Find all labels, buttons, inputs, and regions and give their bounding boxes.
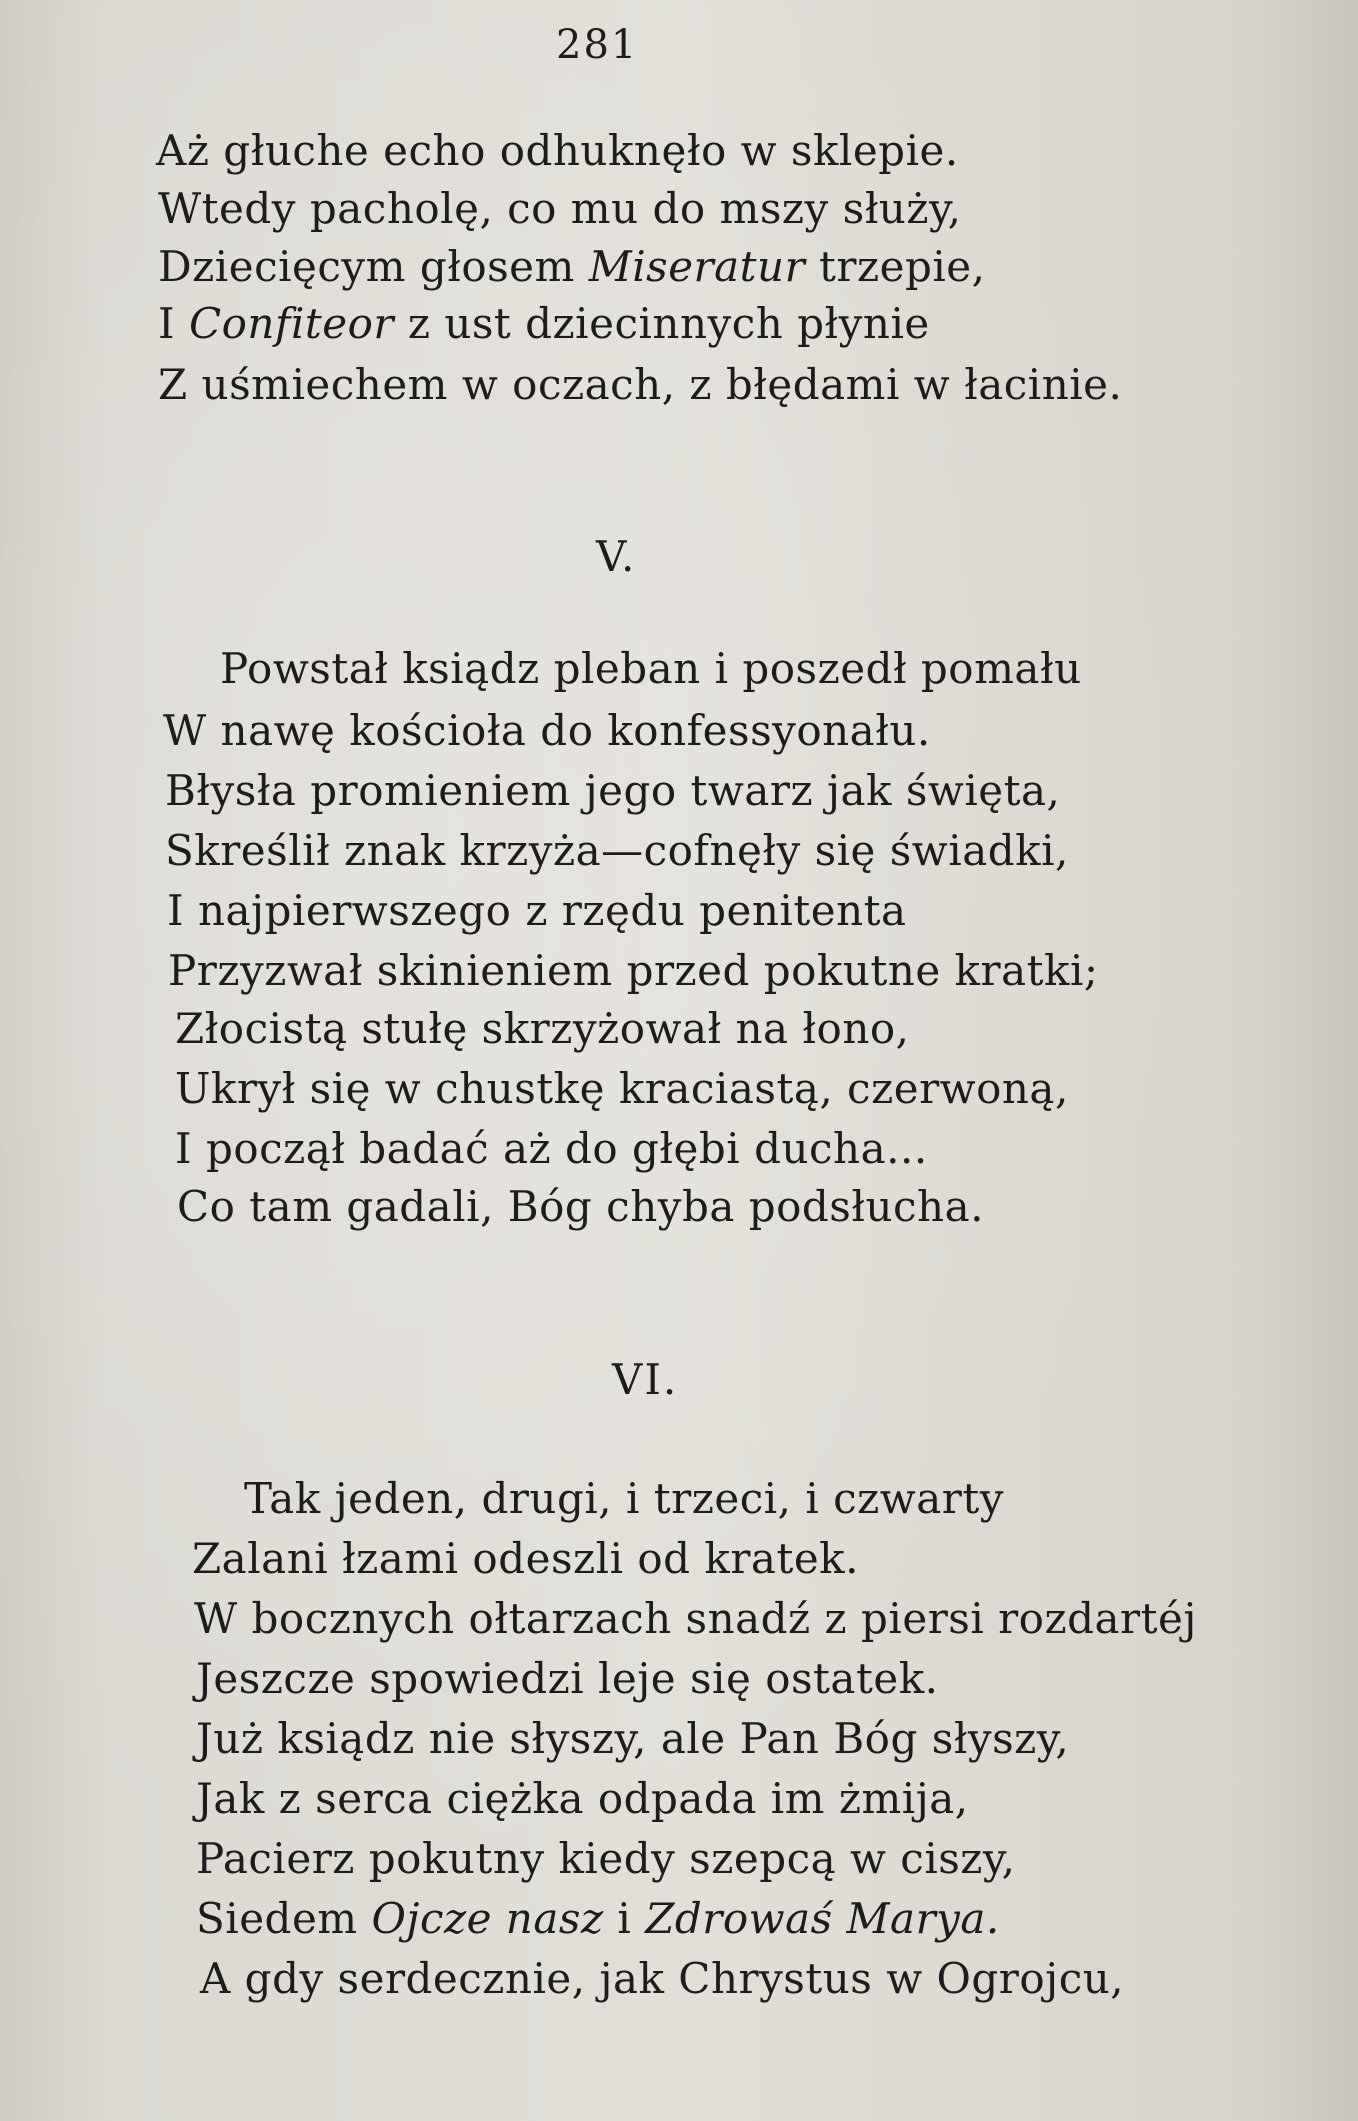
stanza-top-line-1 [156, 126, 959, 175]
line-text: Tak jeden, drugi, i trzeci, i czwarty [244, 1474, 1004, 1523]
line-text: Błysła promieniem jego twarz jak święta, [165, 766, 1061, 815]
section-v-line-6 [168, 946, 1099, 995]
line-text: W nawę kościoła do konfessyonału. [163, 706, 931, 755]
line-text: I [158, 299, 189, 348]
line-text: Aż głuche echo odhuknęło w sklepie. [156, 126, 959, 175]
line-text: Co tam gadali, Bóg chyba podsłucha. [177, 1182, 984, 1231]
section-v-line-4 [165, 826, 1069, 875]
section-v-line-3 [165, 766, 1061, 815]
section-vi-line-3 [194, 1594, 1197, 1643]
line-text: Pacierz pokutny kiedy szepcą w ciszy, [196, 1834, 1016, 1883]
section-vi-line-2 [192, 1534, 859, 1583]
section-v-line-9 [175, 1124, 928, 1173]
stanza-top-line-4 [158, 299, 930, 348]
section-v-line-10 [177, 1182, 984, 1231]
section-vi-line-4 [196, 1654, 939, 1703]
section-v-line-7 [175, 1004, 910, 1053]
stanza-top-line-2 [158, 184, 962, 233]
section-v-line-2 [163, 706, 931, 755]
section-vi-line-8 [196, 1894, 1000, 1943]
line-text: A gdy serdecznie, jak Chrystus w Ogrojcu, [200, 1954, 1125, 2003]
line-text: I począł badać aż do głębi ducha... [175, 1124, 928, 1173]
section-heading-v: V. [596, 532, 637, 581]
italic-text: Zdrowaś Marya. [645, 1894, 1000, 1943]
italic-text: Confiteor [188, 299, 394, 348]
line-text: I najpierwszego z rzędu penitenta [167, 886, 907, 935]
section-vi-line-1 [244, 1474, 1004, 1523]
line-text: Zalani łzami odeszli od kratek. [192, 1534, 859, 1583]
section-heading-vi: VI. [612, 1355, 679, 1404]
italic-text: Miseratur [588, 242, 806, 291]
line-text: Przyzwał skinieniem przed pokutne kratki; [168, 946, 1099, 995]
stanza-top-line-5 [158, 360, 1123, 409]
line-text: Z uśmiechem w oczach, z błędami w łacinie. [158, 360, 1123, 409]
line-text: trzepie, [805, 242, 986, 291]
line-text: Jeszcze spowiedzi leje się ostatek. [196, 1654, 939, 1703]
line-text: Ukrył się w chustkę kraciastą, czerwoną, [175, 1064, 1069, 1113]
section-v-line-1 [220, 644, 1082, 693]
section-vi-line-5 [196, 1714, 1070, 1763]
line-text: Wtedy pacholę, co mu do mszy służy, [158, 184, 962, 233]
line-text: Siedem [196, 1894, 372, 1943]
section-v-line-5 [167, 886, 907, 935]
line-text: Już ksiądz nie słyszy, ale Pan Bóg słyszy, [196, 1714, 1070, 1763]
italic-text: Ojcze nasz [371, 1894, 604, 1943]
stanza-top-line-3 [158, 242, 986, 291]
line-text: W bocznych ołtarzach snadź z piersi rozdartéj [194, 1594, 1197, 1643]
page-number: 281 [556, 22, 639, 68]
section-v-line-8 [175, 1064, 1069, 1113]
line-text: Dziecięcym głosem [158, 242, 589, 291]
section-vi-line-6 [196, 1774, 969, 1823]
line-text: Powstał ksiądz pleban i poszedł pomału [220, 644, 1082, 693]
line-text: z ust dziecinnych płynie [394, 299, 930, 348]
line-text: Jak z serca ciężka odpada im żmija, [196, 1774, 969, 1823]
section-vi-line-9 [200, 1954, 1125, 2003]
line-text: i [603, 1894, 646, 1943]
section-vi-line-7 [196, 1834, 1016, 1883]
line-text: Złocistą stułę skrzyżował na łono, [175, 1004, 910, 1053]
line-text: Skreślił znak krzyża—cofnęły się świadki, [165, 826, 1069, 875]
